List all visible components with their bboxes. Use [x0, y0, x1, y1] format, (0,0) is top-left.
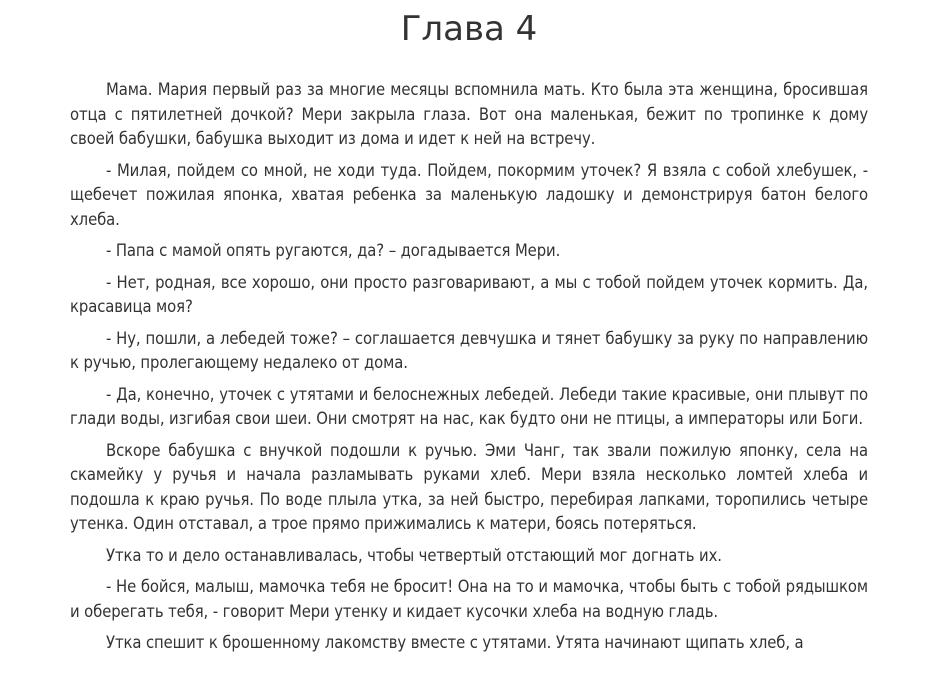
paragraph: Мама. Мария первый раз за многие месяцы вспомнила мать. Кто была эта женщина, бросившая отца с пятилетней дочкой? Мери закрыла глаза. Вот она маленькая, бежит по тропинке к дому своей бабушки, бабушка выходит из дома и идет к ней на встречу. — [70, 80, 868, 148]
paragraph: - Нет, родная, все хорошо, они просто разговаривают, а мы с тобой пойдем уточек кормить. Да, красавица моя? — [70, 272, 868, 316]
paragraph: - Да, конечно, уточек с утятами и белоснежных лебедей. Лебеди такие красивые, они плывут по глади воды, изгибая свои шеи. Они смотрят на нас, как будто они не птицы, а императоры или Боги. — [70, 384, 868, 428]
document-page — [70, 0, 868, 663]
paragraph: Вскоре бабушка с внучкой подошли к ручью. Эми Чанг, так звали пожилую японку, села на скамейку у ручья и начала разламывать руками хлеб. Мери взяла несколько ломтей хлеба и подошла к краю ручья. По воде плыла утка, за ней быстро, перебирая лапками, торопились четыре утенка. Один отставал, а трое прямо прижимались к матери, боясь потеряться. — [70, 440, 868, 533]
paragraph: - Ну, пошли, а лебедей тоже? – соглашается девчушка и тянет бабушку за руку по направлению к ручью, пролегающему недалеко от дома. — [70, 328, 868, 372]
paragraph: Утка спешит к брошенному лакомству вместе с утятами. Утята начинают щипать хлеб, а — [106, 633, 804, 652]
paragraph: Утка то и дело останавливалась, чтобы четвертый отстающий мог догнать их. — [106, 545, 722, 565]
chapter-title: Глава 4 — [400, 9, 538, 49]
paragraph: - Папа с мамой опять ругаются, да? – догадывается Мери. — [106, 241, 561, 260]
chapter-text — [70, 78, 868, 656]
paragraph: - Не бойся, малыш, мамочка тебя не бросит! Она на то и мамочка, чтобы быть с тобой рядышком и оберегать тебя, - говорит Мери утенку и кидает кусочки хлеба на водную гладь. — [70, 577, 868, 621]
paragraph: - Милая, пойдем со мной, не ходи туда. Пойдем, покормим уточек? Я взяла с собой хлебушек, - щебечет пожилая японка, хватая ребенка за маленькую ладошку и демонстрируя батон белого хлеба. — [70, 160, 868, 229]
